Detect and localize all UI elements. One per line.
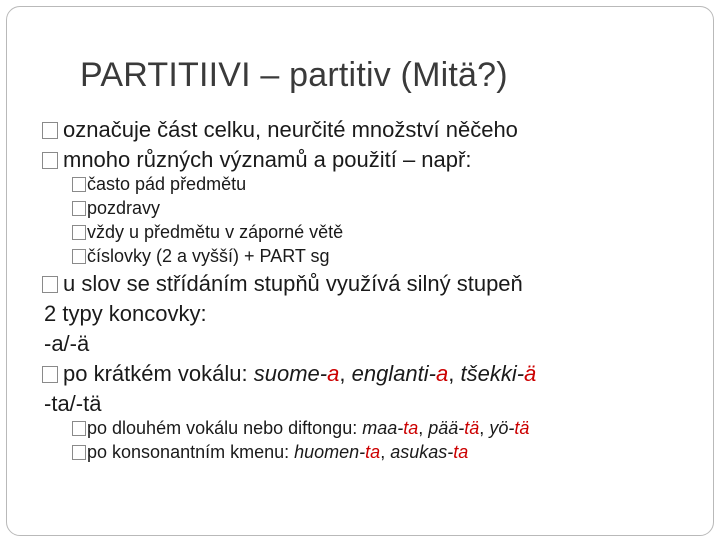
checkbox-bullet-icon [42,122,58,139]
sub-bullet-5 [72,418,529,439]
checkbox-bullet-icon [72,225,86,240]
bullet-text: po krátkém vokálu: [63,361,254,386]
sub-bullet-1 [72,174,246,195]
example-word-stem: tšekki- [460,361,525,386]
separator: , [479,418,490,438]
plain-text: 2 typy koncovky: [44,301,207,326]
example-word-stem: maa- [362,418,404,438]
slide-title: PARTITIIVI – partitiv (Mitä?) [80,56,508,94]
separator: , [418,418,429,438]
checkbox-bullet-icon [72,249,86,264]
example-word-stem: asukas- [390,442,454,462]
text-line-ta-ending [44,391,101,417]
bullet-text: pozdravy [87,198,161,218]
bullet-text: mnoho různých významů a použití – např: [63,147,472,172]
example-word-ending: a [435,361,449,386]
example-word-stem: huomen- [294,442,366,462]
checkbox-bullet-icon [72,421,86,436]
sub-bullet-6 [72,442,468,463]
plain-text: -a/-ä [44,331,90,356]
bullet-text: u slov se střídáním stupňů využívá silný stupeň [63,271,523,296]
text-line-a-ending [44,331,89,357]
separator: , [380,442,391,462]
bullet-text: označuje část celku, neurčité množství něčeho [63,117,518,142]
example-word-stem: yö- [489,418,515,438]
checkbox-bullet-icon [42,366,58,383]
checkbox-bullet-icon [72,445,86,460]
bullet-4 [42,361,536,387]
separator: , [448,361,461,386]
checkbox-bullet-icon [72,177,86,192]
bullet-text: po dlouhém vokálu nebo diftongu: [87,418,363,438]
plain-text: -ta/-tä [44,391,102,416]
bullet-text: vždy u předmětu v záporné větě [87,222,344,242]
example-word-ending: a [327,361,340,386]
example-word-stem: englanti- [351,361,436,386]
example-word-ending: ä [524,361,537,386]
example-word-ending: ta [403,418,419,438]
example-word-stem: pää- [428,418,465,438]
example-word-ending: ta [365,442,381,462]
example-word-ending: ta [453,442,469,462]
sub-bullet-2 [72,198,160,219]
checkbox-bullet-icon [42,276,58,293]
text-line-types [44,301,207,327]
sub-bullet-4 [72,246,330,267]
bullet-text: po konsonantním kmenu: [87,442,295,462]
bullet-1 [42,117,518,143]
bullet-2 [42,147,471,173]
example-word-ending: tä [464,418,480,438]
bullet-3 [42,271,523,297]
bullet-text: číslovky (2 a vyšší) + PART sg [87,246,330,266]
separator: , [339,361,352,386]
checkbox-bullet-icon [42,152,58,169]
example-word-ending: tä [514,418,530,438]
sub-bullet-3 [72,222,343,243]
checkbox-bullet-icon [72,201,86,216]
bullet-text: často pád předmětu [87,174,247,194]
example-word-stem: suome- [253,361,328,386]
